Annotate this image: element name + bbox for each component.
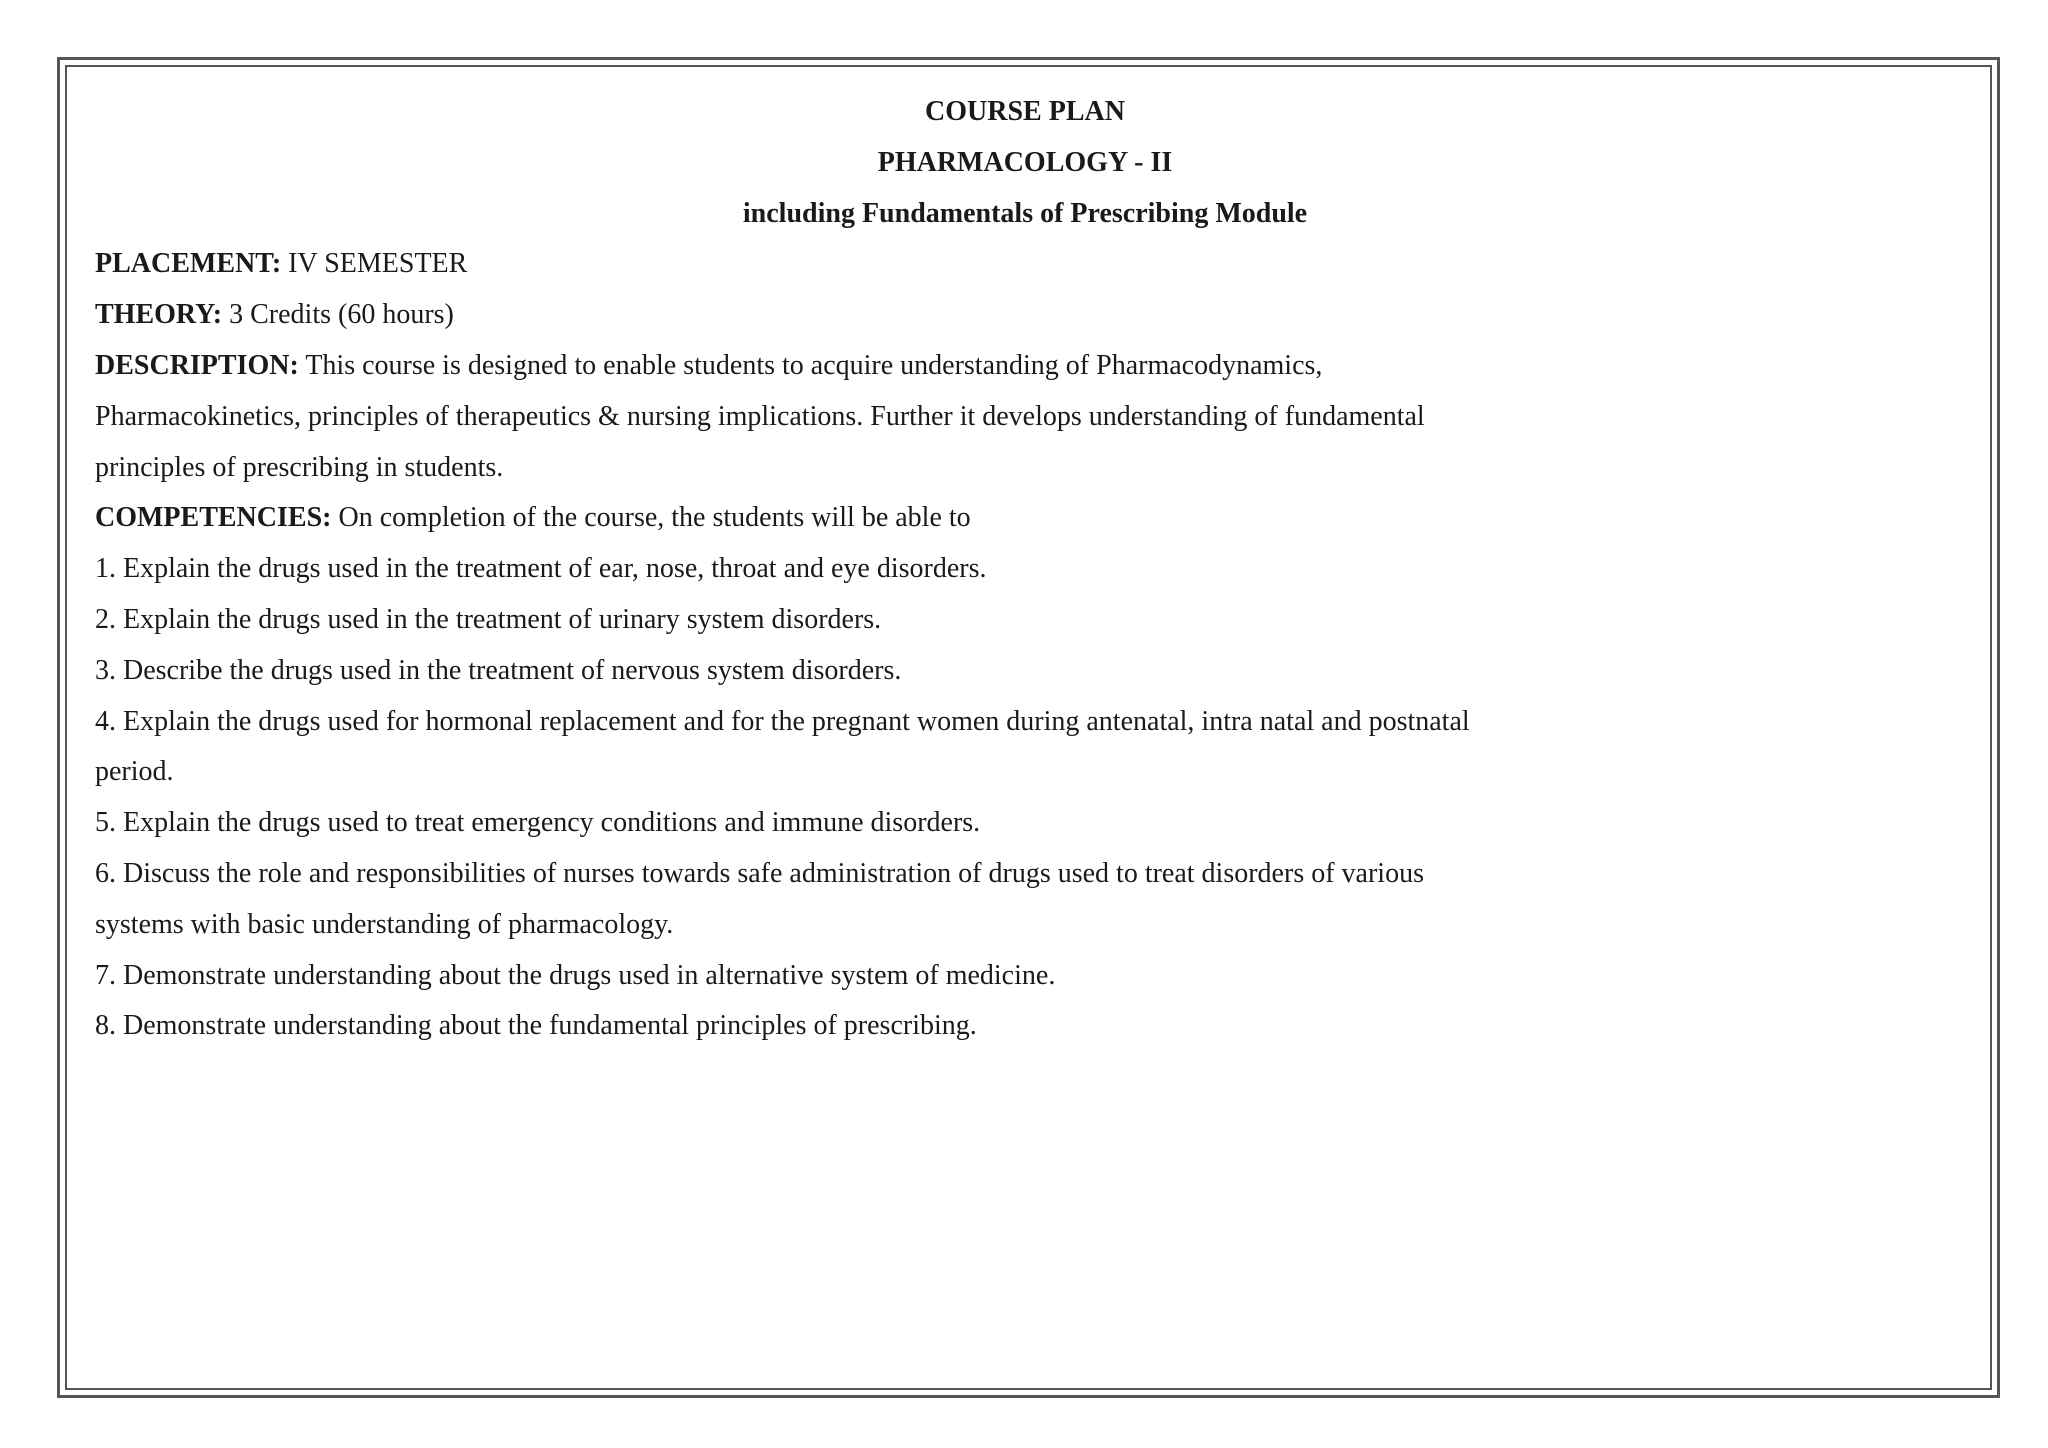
competency-item-4: 4. Explain the drugs used for hormonal replacement and for the pregnant women during antenatal, intra natal and postnatal bbox=[95, 705, 1470, 737]
competencies-label: COMPETENCIES: bbox=[95, 502, 332, 534]
competencies-line bbox=[95, 493, 1955, 544]
theory-value: 3 Credits (60 hours) bbox=[229, 299, 454, 331]
description-line-3: principles of prescribing in students. bbox=[95, 451, 504, 483]
competency-item-4-cont: period. bbox=[95, 756, 174, 788]
placement-line bbox=[95, 239, 1955, 290]
page-border bbox=[57, 57, 2000, 1398]
page-border-inner bbox=[65, 65, 1992, 1390]
description-text-1: This course is designed to enable students to acquire understanding of Pharmacodynamics, bbox=[305, 349, 1323, 381]
description-line-1 bbox=[95, 341, 1955, 392]
placement-label: PLACEMENT: bbox=[95, 248, 282, 280]
description-label: DESCRIPTION: bbox=[95, 349, 299, 381]
competencies-intro: On completion of the course, the students will be able to bbox=[338, 502, 971, 534]
theory-label: THEORY: bbox=[95, 299, 223, 331]
competency-item-2: 2. Explain the drugs used in the treatment of urinary system disorders. bbox=[95, 603, 882, 635]
competency-item-7: 7. Demonstrate understanding about the drugs used in alternative system of medicine. bbox=[95, 959, 1056, 991]
competency-item-1: 1. Explain the drugs used in the treatment of ear, nose, throat and eye disorders. bbox=[95, 553, 987, 585]
competency-item-6: 6. Discuss the role and responsibilities of nurses towards safe administration of drugs used to treat disorders of various bbox=[95, 857, 1424, 889]
competency-item-6-cont: systems with basic understanding of pharmacology. bbox=[95, 908, 674, 940]
subject-title: PHARMACOLOGY - II bbox=[877, 146, 1173, 178]
placement-value: IV SEMESTER bbox=[288, 248, 468, 280]
document-content bbox=[95, 87, 1955, 1052]
theory-line bbox=[95, 290, 1955, 341]
competency-item-3: 3. Describe the drugs used in the treatment of nervous system disorders. bbox=[95, 654, 902, 686]
description-line-2: Pharmacokinetics, principles of therapeutics & nursing implications. Further it develops understanding of fundamental bbox=[95, 400, 1425, 432]
subject-subtitle: including Fundamentals of Prescribing Module bbox=[742, 197, 1308, 229]
course-plan-title: COURSE PLAN bbox=[925, 96, 1125, 127]
competency-item-8: 8. Demonstrate understanding about the fundamental principles of prescribing. bbox=[95, 1010, 977, 1042]
competency-item-5: 5. Explain the drugs used to treat emergency conditions and immune disorders. bbox=[95, 807, 981, 839]
